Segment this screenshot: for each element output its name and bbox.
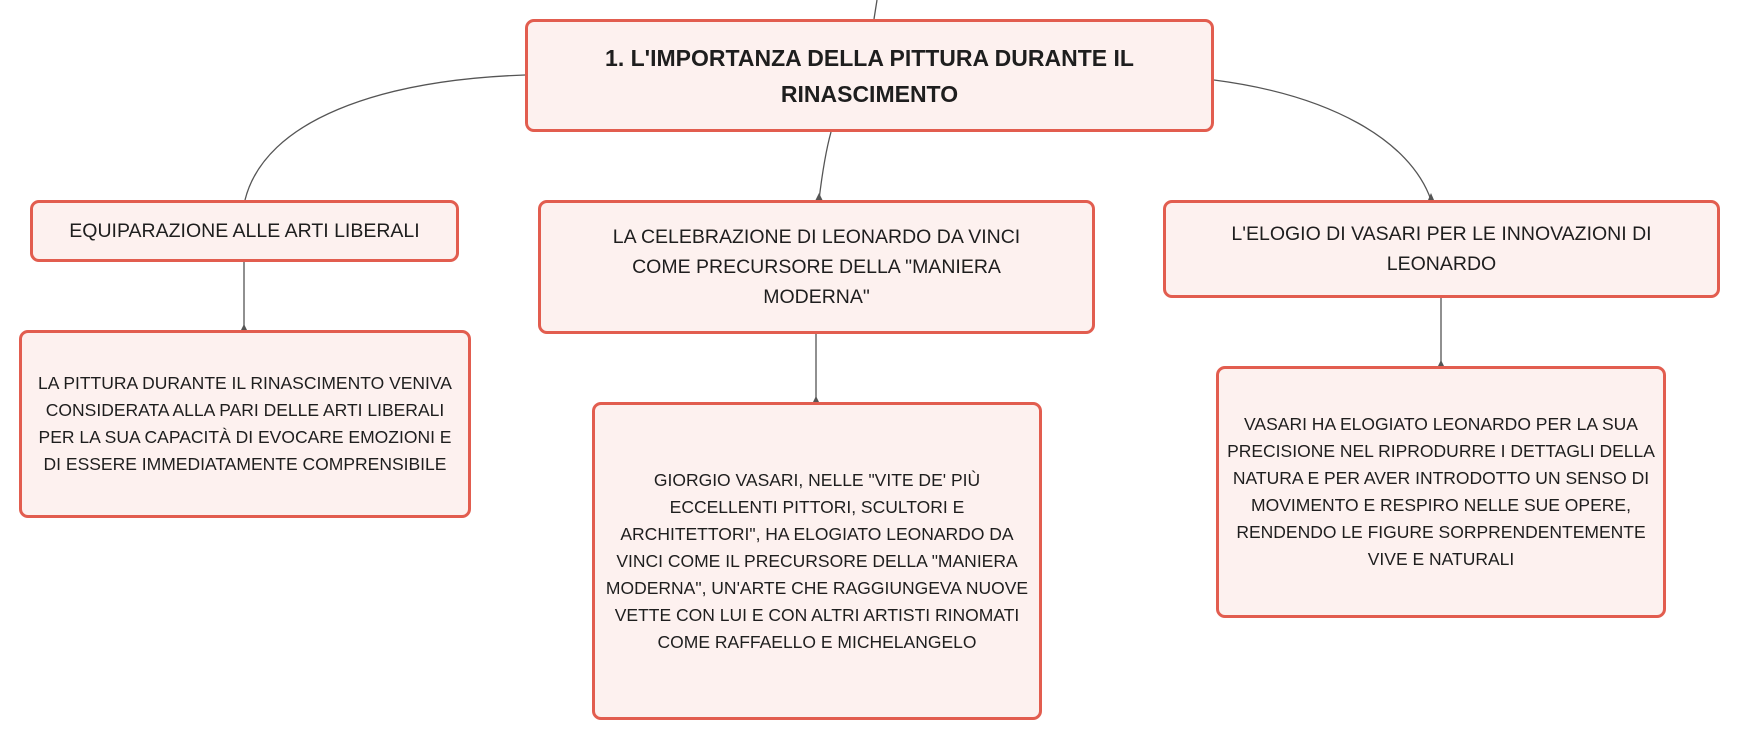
branch-node-equiparazione[interactable] xyxy=(30,200,459,262)
detail-node-equiparazione[interactable] xyxy=(19,330,471,518)
detail-text: VASARI HA ELOGIATO LEONARDO PER LA SUA PRECISIONE NEL RIPRODURRE I DETTAGLI DELLA NATURA E PER AVER INTRODOTTO UN SENSO DI MOVIMENTO E RESPIRO NELLE SUE OPERE, RENDENDO LE FIGURE SORPRENDENTEMENTE VIVE E NATURALI xyxy=(1227,414,1655,569)
branch-topic-label: LA CELEBRAZIONE DI LEONARDO DA VINCI COME PRECURSORE DELLA "MANIERA MODERNA" xyxy=(612,226,1021,308)
central-topic-node[interactable] xyxy=(525,19,1214,132)
detail-text: GIORGIO VASARI, NELLE "VITE DE' PIÙ ECCELLENTI PITTORI, SCULTORI E ARCHITETTORI", HA ELOGIATO LEONARDO DA VINCI COME IL PRECURSORE DELLA "MANIERA MODERNA", UN'ARTE CHE RAGGIUNGEVA NUOVE VETTE CON LUI E CON ALTRI ARTISTI RINOMATI COME RAFFAELLO E MICHELANGELO xyxy=(605,469,1029,652)
detail-node-elogio-vasari[interactable] xyxy=(1216,366,1666,618)
branch-topic-label: L'ELOGIO DI VASARI PER LE INNOVAZIONI DI LEONARDO xyxy=(1231,223,1652,275)
connector-incoming xyxy=(874,0,877,19)
branch-node-elogio-vasari[interactable] xyxy=(1163,200,1720,298)
detail-node-celebrazione-leonardo[interactable] xyxy=(592,402,1042,720)
connector-root-to-branch-3 xyxy=(1214,80,1431,200)
branch-node-celebrazione-leonardo[interactable] xyxy=(538,200,1095,334)
connector-root-to-branch-2 xyxy=(819,132,831,200)
arrowhead-branch-2 xyxy=(816,193,823,200)
branch-topic-label: EQUIPARAZIONE ALLE ARTI LIBERALI xyxy=(69,220,420,242)
detail-text: LA PITTURA DURANTE IL RINASCIMENTO VENIVA CONSIDERATA ALLA PARI DELLE ARTI LIBERALI PER LA SUA CAPACITÀ DI EVOCARE EMOZIONI E DI ESSERE IMMEDIATAMENTE COMPRENSIBILE xyxy=(38,373,452,474)
connector-root-to-branch-1 xyxy=(245,75,525,200)
central-topic-title: 1. L'IMPORTANZA DELLA PITTURA DURANTE IL RINASCIMENTO xyxy=(605,44,1134,107)
